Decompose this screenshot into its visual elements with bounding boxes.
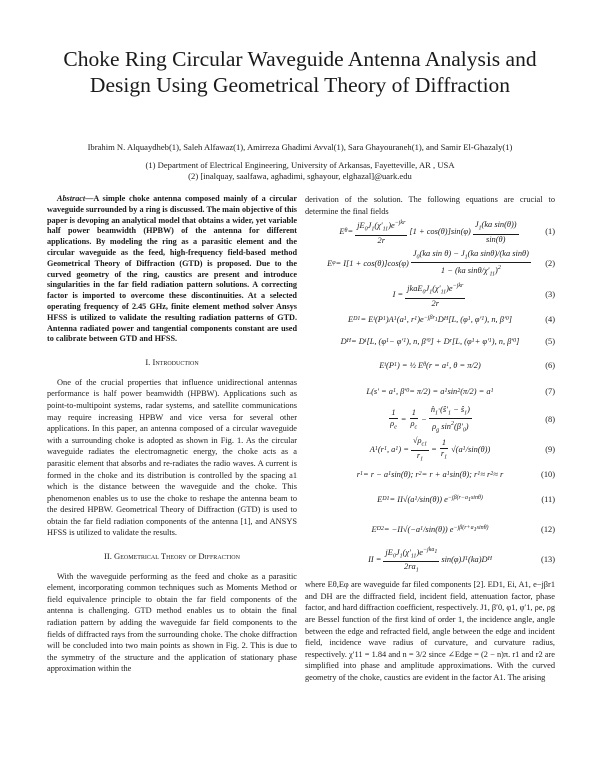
equation-7: L(s′ = a 1 , β′ 0 = π/2) = a 1 sin 2 (π/2) = a 1 (7) [366, 387, 555, 397]
section-introduction-heading: I. Introduction [145, 357, 199, 368]
equation-number: (10) [541, 470, 555, 480]
equation-number: (11) [541, 495, 555, 505]
equation-number: (2) [545, 259, 555, 269]
equation-3: I = $\frac{jkaE_0J_1(\chi'_{11})e^{-jkr}}{2r}$ (3) [392, 283, 555, 308]
equation-number: (6) [545, 361, 555, 371]
equation-5: D H = D i [L, (φ 1 − φ′ 1 ), n, β′ 0 ] + D r [L, (φ 1 + φ′ 1 ), n, β′ 0 ] (5) [340, 337, 555, 347]
equation-number: (7) [545, 387, 555, 397]
equation-1: E θ = $\frac{jE_0J_1(\chi'_{11})e^{-jkr}}{2r}$ [1 + cos(θ)]sin(φ) $\frac{J_1(ka \sin(\theta))}{\sin(\theta)}$ (1) [339, 219, 555, 245]
equation-number: (9) [545, 445, 555, 455]
equation-2: E φ = I[1 + cos(θ)]cos(φ) $\frac{J_0(ka \sin \theta) - J_1(ka \sin\theta)/(ka \sin\theta)}{1 - (ka \sin\theta/\chi'_{11})^2}$ (2) [327, 248, 555, 278]
equation-11: E D1 = II√(a 1 /sin(θ)) e $-j\beta(r-a_1\sin\theta)$ (11) [377, 495, 555, 505]
equation-block [305, 217, 555, 575]
abstract-label: Abstract [57, 194, 86, 203]
equation-number: (12) [541, 525, 555, 535]
section-gtd-heading: II. Geometrical Theory of Diffraction [104, 551, 240, 562]
equation-12: E D2 = −II√(−a 1 /sin(θ)) e $-j\beta(r+a_1\sin\theta)$ (12) [371, 525, 555, 535]
equation-number: (1) [545, 227, 555, 237]
equation-number: (3) [545, 290, 555, 300]
left-column [47, 194, 297, 675]
equation-4: E D1 = E i (P 1 )A 1 (a 1 , r 1 )e −jβr$_1$ D H [L, (φ 1 , φ′ 1 ), n, β′ 0 ] (4) [347, 315, 555, 325]
where-paragraph: where Eθ,Eφ are waveguide far filed components [2]. ED1, Ei, A1, e−jβr1 and DH are the diffracted field, incident field, attenuation factor, phase factor, and hard diffraction coefficient, respectively. J1, β′0, φ1, φ′1, ρe, ρg are Bessel function of the first kind of order 1, the incidence angle, angle between the edge and refracted field, angle between the edge and incident field, incidence wave radius of curvature, and curvature radius, respectively. χ′11 = 1.84 and n = 3/2 since ∠Edge = (2 − n)π. r1 and r2 are simplified into phase and amplitude approximations. With the curved geometry of the choke, caustics are evident in the factor A1. The arising [305, 580, 555, 682]
abstract-text: —A simple choke antenna composed mainly of a circular waveguide surrounded by a ring is discussed. The main objective of this paper is devoping an analytical model that obtains a wider, yet variable half power beamwidth (HPBW) of the antenna for different applications. By modeling the ring as a parasitic element and the circular waveguide as the feed, high-frequency field-based method Geometrical Theory of Diffraction (GTD) is proposed. Due to the curved geometry of the ring, caustics are present and introduce singularities in the far field radiation pattern solutions. A correcting factor is imported to overcome these discontinuities. At a selected operating frequency of 2.45 GHz, finite element method solver Ansys HFSS is utilized to validate the resulting radiation patterns of GTD. Antenna radiated power and tangential components constant are used to calibrate between GTD and HFSS. [47, 194, 297, 344]
paper-title: Choke Ring Circular Waveguide Antenna Analysis and Design Using Geometrical Theory of Diffraction [63, 47, 537, 97]
equation-9: A 1 (r 1 , a 1 ) = $\frac{√\rho_{c1}}{r_1}$ = $\frac{1}{r_1}$ √(a 1 /sin(θ)) (9) [369, 436, 555, 463]
equation-10: r 1 = r − a 1 sin(θ); r 2 = r + a 1 sin(θ); r 1 ≈ r 2 ≈ r (10) [356, 470, 555, 480]
right-intro-text: derivation of the solution. The following equations are crucial to determine the final fields [305, 195, 555, 216]
abstract [47, 194, 297, 345]
author-list: Ibrahim N. Alquaydheb(1), Saleh Alfawaz(1), Amirreza Ghadimi Avval(1), Sara Ghayouraneh(1), and Samir El-Ghazaly(1) [87, 142, 513, 152]
gtd-paragraph: With the waveguide performing as the feed and choke as a parasitic element, incorporating common techniques such as Moments Method or field equivalence principle to obtain the far field components of the antenna is challenging. GTD method enables us to obtain the final radiation pattern by adding the waveguide far field components to the fields of diffracted rays from the surrounding choke. The choke diffraction will be concluded into two main points as shown in Fig. 2. This is due to the symmetry of the structure and the application of stationary phase approximation within the [47, 571, 297, 674]
equation-number: (4) [545, 315, 555, 325]
equation-number: (13) [541, 555, 555, 565]
introduction-paragraph: One of the crucial properties that influence unidirectional antennas performance is half power beamwidth (HPBW). Applications such as point-to-multipoint systems, radar systems, and satellite communications may require increasing HPBW and vice versa for several other applications. In this paper, an antenna composed of a circular waveguide with a surrounding choke is adopted as shown in Fig. 1. As the circular waveguide radiates the electromagnetic energy, the choke acts as a parasitic element that absorbs and re-radiates the radio waves. A current is formed in the choke and its distribution is controlled by the spacing a1 which is the distance between the waveguide and the choke. This phenomenon enables us to use the choke to reshape the antenna beam to the desired HPBW. Geometrical Theory of Diffraction (GTD) is used to obtain the far field radiation components of the antenna [1], and ANSYS HFSS is utilized to validate the results. [47, 377, 297, 538]
right-column [305, 194, 555, 684]
equation-6: E i (P 1 ) = ½ E θ (r = a 1 , θ = π/2) (6) [379, 361, 555, 371]
equation-number: (8) [545, 415, 555, 425]
equation-13: II = $\frac{jE_0J_1(\chi'_{11})e^{-jka_1}}{2ra_1}$ sin(φ)J 1 (ka)D H (13) [368, 546, 555, 574]
equation-8: $\frac{1}{\rho_e}$ = $\frac{1}{\rho_c}$ − $\frac{n̂_1\cdot(ŝ'_1 - ŝ_1)}{\rho_g \sin^2(\beta'_0)}$ (8) [390, 404, 555, 434]
affiliation-emails: (2) [inalquay, saalfawa, aghadimi, sghayour, elghazal]@uark.edu [188, 171, 412, 181]
affiliation-department: (1) Department of Electrical Engineering, University of Arkansas, Fayetteville, AR , USA [145, 160, 455, 170]
equation-number: (5) [545, 337, 555, 347]
